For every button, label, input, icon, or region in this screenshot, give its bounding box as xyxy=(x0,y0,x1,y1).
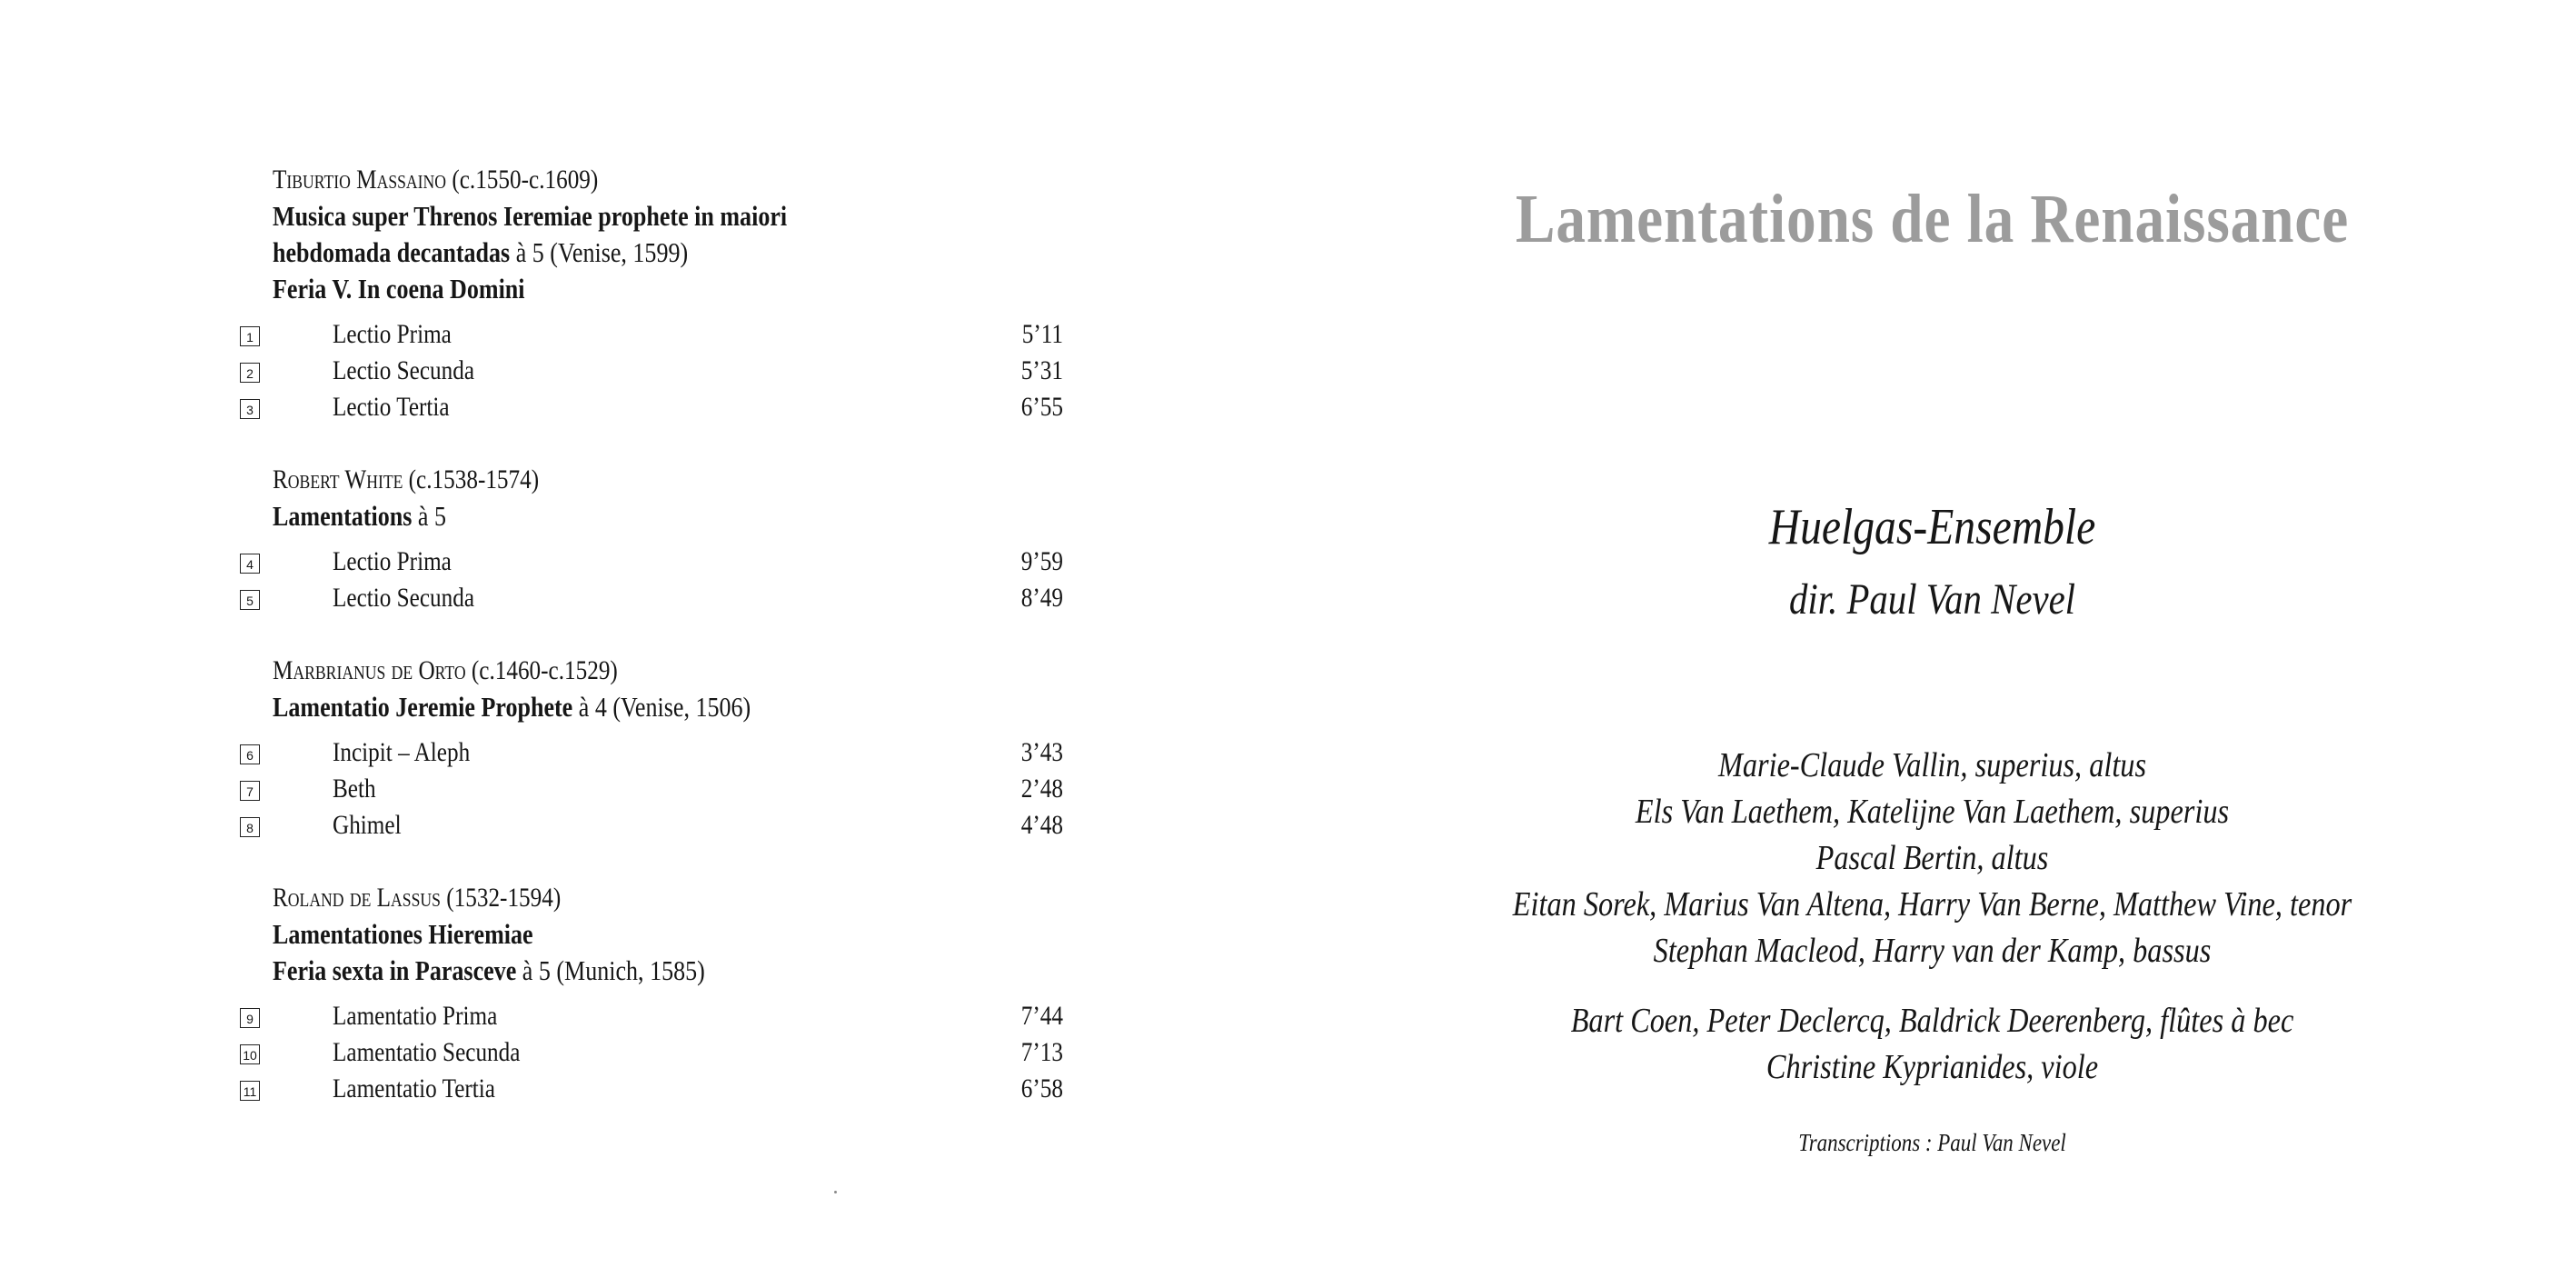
composer-line xyxy=(273,162,960,198)
work-title-line xyxy=(273,198,960,235)
track-title: Ghimel xyxy=(333,810,402,840)
right-page-credits xyxy=(1288,0,2576,1288)
composer-line xyxy=(273,880,960,916)
track-duration: 8’49 xyxy=(1020,583,1063,613)
track-duration: 7’44 xyxy=(1020,1001,1063,1031)
track-duration: 7’13 xyxy=(1020,1037,1063,1067)
track-duration: 6’58 xyxy=(1020,1073,1063,1103)
track-row xyxy=(246,389,1090,425)
track-title: Lectio Prima xyxy=(333,546,452,576)
track-title: Lectio Prima xyxy=(333,319,452,349)
track-number-box: 2 xyxy=(240,363,260,383)
track-list xyxy=(243,998,1090,1107)
album-title: Lamentations de la Renaissance xyxy=(1515,181,2350,257)
track-title: Lectio Secunda xyxy=(333,355,475,385)
track-list xyxy=(246,316,1090,425)
performer-line: Els Van Laethem, Katelijne Van Laethem, superius xyxy=(1635,793,2230,831)
composer-line xyxy=(273,462,960,498)
composer-name: Marbrianus de Orto xyxy=(273,655,466,685)
track-title: Lamentatio Secunda xyxy=(333,1037,521,1067)
track-row xyxy=(246,353,1090,389)
work-title-line xyxy=(273,498,960,534)
track-duration: 3’43 xyxy=(1020,737,1063,767)
work-title-line xyxy=(273,916,960,953)
performer-line: Marie-Claude Vallin, superius, altus xyxy=(1717,746,2147,784)
performer-line: Eitan Sorek, Marius Van Altena, Harry Van Berne, Matthew Vine, tenor xyxy=(1512,885,2352,924)
track-row xyxy=(243,1071,1090,1107)
work-title-bold: Feria V. In coena Domini xyxy=(273,273,525,305)
instrumentalists-list xyxy=(1288,998,2576,1091)
track-number-box: 11 xyxy=(240,1081,260,1101)
track-title: Lectio Tertia xyxy=(333,392,450,422)
track-row xyxy=(246,771,1090,807)
work-title-line xyxy=(273,271,960,307)
work-title-detail: à 4 (Venise, 1506) xyxy=(572,691,751,723)
track-list xyxy=(246,544,1090,616)
track-number-box: 9 xyxy=(240,1008,260,1028)
composer-dates: (c.1550-c.1609) xyxy=(452,165,599,195)
track-duration: 5’11 xyxy=(1021,319,1063,349)
work-block xyxy=(246,653,1090,844)
track-row xyxy=(246,998,1090,1034)
track-title: Incipit – Aleph xyxy=(333,737,471,767)
work-block xyxy=(243,880,1090,1107)
work-title-detail: à 5 (Venise, 1599) xyxy=(510,236,689,268)
work-title-bold: Lamentationes Hieremiae xyxy=(273,918,533,950)
transcriptions-credit: Transcriptions : Paul Van Nevel xyxy=(1798,1129,2066,1156)
work-title-bold: Feria sexta in Parasceve xyxy=(273,954,517,986)
work-title-line xyxy=(273,953,960,989)
track-row xyxy=(246,807,1090,844)
work-title-detail: à 5 xyxy=(412,500,446,532)
track-row xyxy=(243,1034,1090,1071)
work-title-bold: Lamentatio Jeremie Prophete xyxy=(273,691,573,723)
track-title: Lamentatio Tertia xyxy=(333,1073,495,1103)
composer-name: Roland de Lassus xyxy=(273,883,441,913)
work-block xyxy=(246,462,1090,616)
track-row xyxy=(246,544,1090,580)
track-row xyxy=(246,734,1090,771)
track-list xyxy=(246,734,1090,844)
composer-dates: (c.1538-1574) xyxy=(408,464,540,494)
work-title-line xyxy=(273,235,960,271)
work-title-bold: Lamentations xyxy=(273,500,413,532)
track-title: Lamentatio Prima xyxy=(333,1001,498,1031)
work-title-bold: hebdomada decantadas xyxy=(273,236,511,268)
track-number-box: 3 xyxy=(240,399,260,419)
track-number-box: 7 xyxy=(240,781,260,801)
work-title-line xyxy=(273,689,960,725)
track-row xyxy=(246,316,1090,353)
composer-line xyxy=(273,653,960,689)
composer-name: Tiburtio Massaino xyxy=(273,165,447,195)
track-duration: 2’48 xyxy=(1020,774,1063,804)
composer-dates: (1532-1594) xyxy=(446,883,562,913)
track-title: Beth xyxy=(333,774,376,804)
composer-name: Robert White xyxy=(273,464,403,494)
track-row xyxy=(246,580,1090,616)
work-block xyxy=(246,162,1090,425)
ensemble-name: Huelgas-Ensemble xyxy=(1768,499,2096,555)
work-title-bold: Musica super Threnos Ieremiae prophete in maiori xyxy=(273,200,788,232)
track-number-box: 1 xyxy=(240,326,260,346)
scan-speck xyxy=(834,1191,837,1193)
instrumentalist-line: Bart Coen, Peter Declercq, Baldrick Deerenberg, flûtes à bec xyxy=(1570,1002,2294,1040)
track-number-box: 10 xyxy=(240,1044,260,1064)
track-number-box: 8 xyxy=(240,817,260,837)
track-duration: 9’59 xyxy=(1020,546,1063,576)
composer-dates: (c.1460-c.1529) xyxy=(471,655,618,685)
track-number-box: 5 xyxy=(240,590,260,610)
instrumentalist-line: Christine Kyprianides, viole xyxy=(1765,1048,2099,1086)
director-credit: dir. Paul Van Nevel xyxy=(1788,575,2076,624)
track-duration: 6’55 xyxy=(1020,392,1063,422)
track-duration: 5’31 xyxy=(1020,355,1063,385)
track-number-box: 4 xyxy=(240,554,260,574)
performer-line: Stephan Macleod, Harry van der Kamp, bassus xyxy=(1653,932,2212,970)
track-title: Lectio Secunda xyxy=(333,583,475,613)
performers-list xyxy=(1288,743,2576,974)
works-list xyxy=(243,162,1090,1143)
track-number-box: 6 xyxy=(240,744,260,764)
work-title-detail: à 5 (Munich, 1585) xyxy=(516,954,705,986)
track-duration: 4’48 xyxy=(1020,810,1063,840)
performer-line: Pascal Bertin, altus xyxy=(1815,839,2049,877)
